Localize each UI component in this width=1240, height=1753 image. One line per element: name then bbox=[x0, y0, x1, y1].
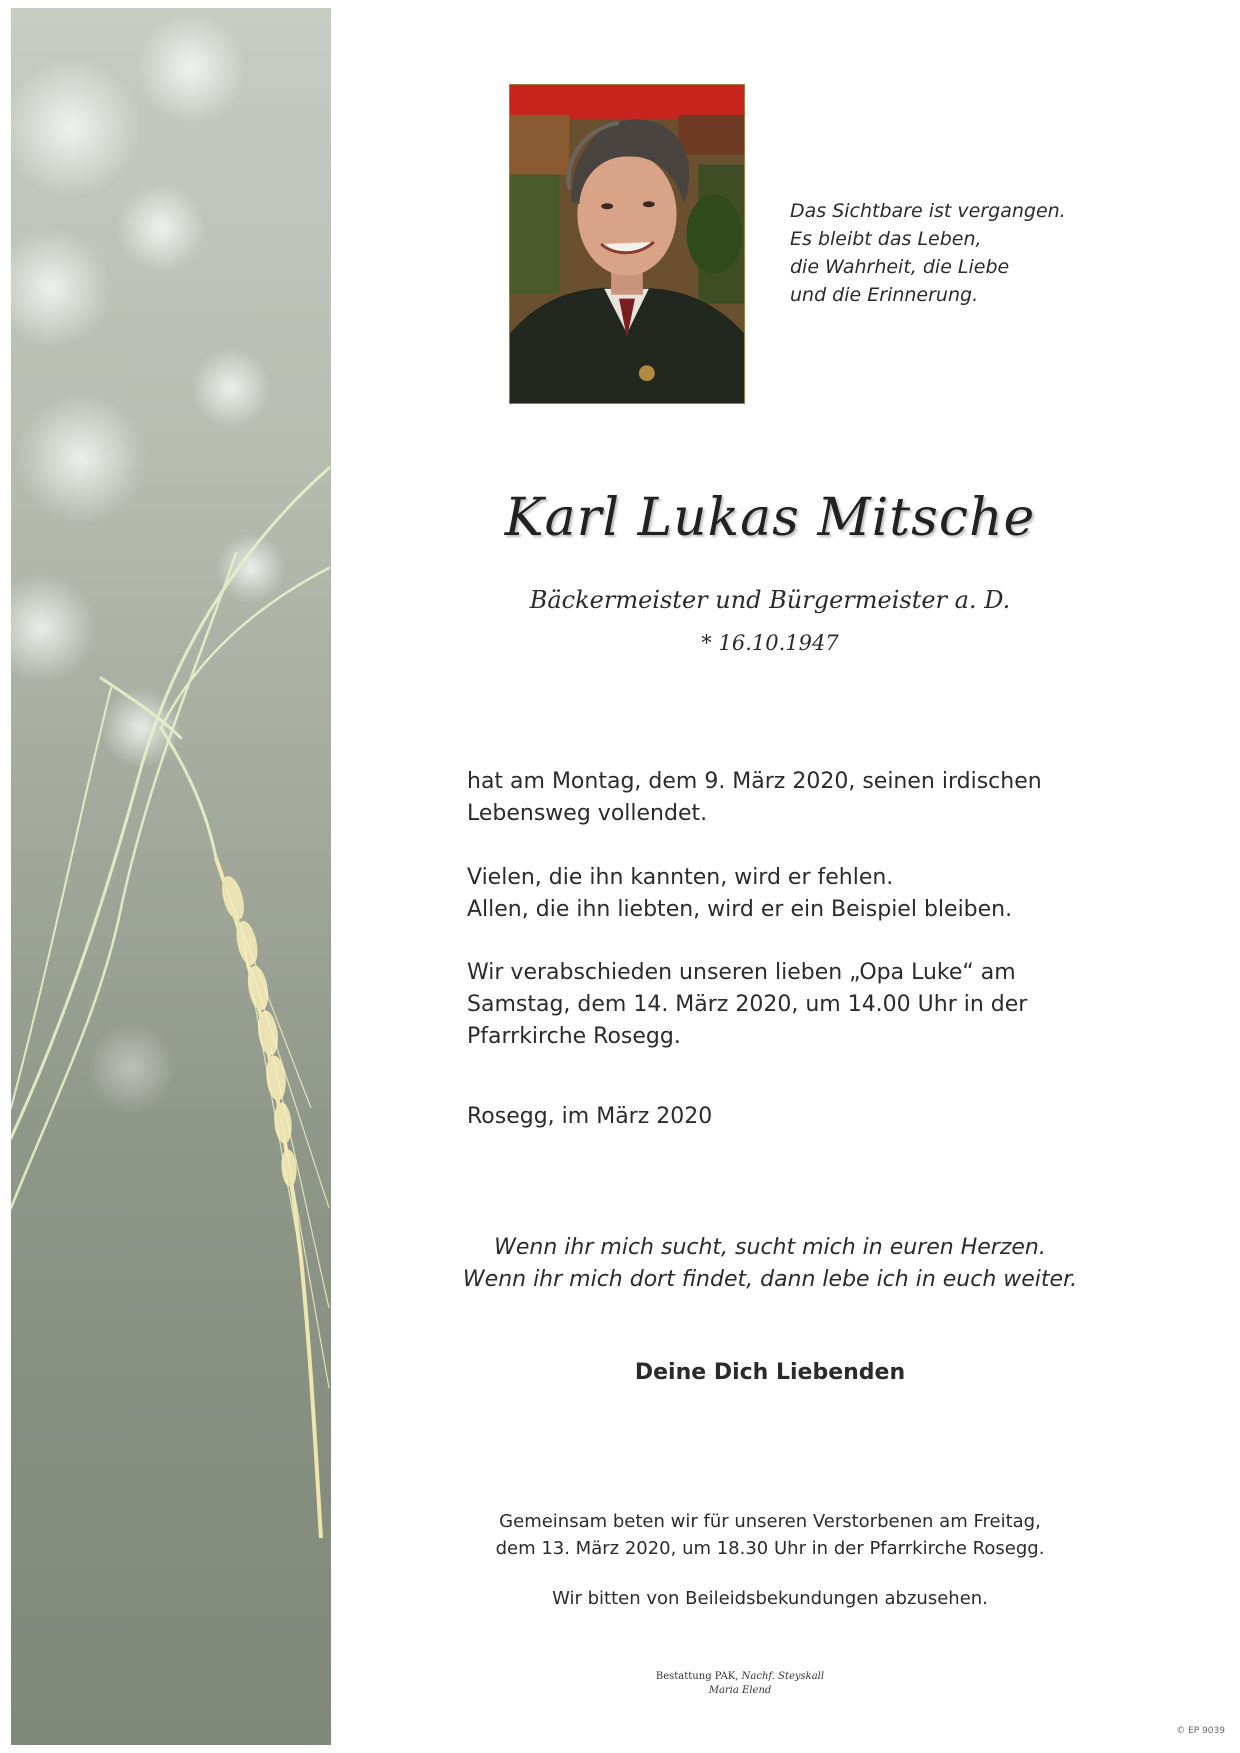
decorative-side-panel bbox=[11, 8, 331, 1745]
top-quote bbox=[790, 197, 1090, 309]
portrait-photo bbox=[509, 84, 745, 404]
deceased-title: Bäckermeister und Bürgermeister a. D. bbox=[529, 586, 1011, 614]
paragraph-line: Lebensweg vollendet. bbox=[467, 801, 708, 826]
top-quote-line: Das Sichtbare ist vergangen. bbox=[790, 200, 1066, 222]
remembrance-paragraph bbox=[467, 862, 1167, 926]
undertaker-name-suffix: Nachf. Steyskall bbox=[741, 1671, 825, 1682]
deceased-name: Karl Lukas Mitsche bbox=[504, 488, 1036, 548]
prayer-notice bbox=[340, 1508, 1200, 1562]
condolence-notice: Wir bitten von Beileidsbekundungen abzusehen. bbox=[552, 1588, 988, 1609]
top-quote-line: die Wahrheit, die Liebe bbox=[790, 256, 1010, 278]
paragraph-line: Vielen, die ihn kannten, wird er fehlen. bbox=[467, 865, 894, 890]
top-quote-line: Es bleibt das Leben, bbox=[790, 228, 982, 250]
funeral-paragraph bbox=[467, 957, 1167, 1053]
bottom-quote bbox=[340, 1232, 1200, 1296]
signoff: Deine Dich Liebenden bbox=[634, 1360, 906, 1385]
paragraph-line: Wir verabschieden unseren lieben „Opa Luke“ am bbox=[467, 960, 1016, 985]
bottom-quote-line: Wenn ihr mich dort findet, dann lebe ich in euch weiter. bbox=[462, 1267, 1078, 1292]
top-quote-line: und die Erinnerung. bbox=[790, 284, 979, 306]
portrait-image bbox=[510, 85, 744, 403]
paragraph-line: Allen, die ihn liebten, wird er ein Beispiel bleiben. bbox=[467, 897, 1013, 922]
wheat-stalk-image bbox=[11, 8, 331, 1745]
undertaker-location: Maria Elend bbox=[708, 1685, 772, 1696]
undertaker-name-prefix: Bestattung PAK, bbox=[655, 1671, 742, 1682]
undertaker-info bbox=[540, 1670, 940, 1698]
paragraph-line: Pfarrkirche Rosegg. bbox=[467, 1024, 681, 1049]
prayer-line: Gemeinsam beten wir für unseren Verstorbenen am Freitag, bbox=[499, 1511, 1041, 1532]
paragraph-line: Samstag, dem 14. März 2020, um 14.00 Uhr in der bbox=[467, 992, 1028, 1017]
prayer-line: dem 13. März 2020, um 18.30 Uhr in der Pfarrkirche Rosegg. bbox=[495, 1538, 1045, 1559]
death-announcement-paragraph bbox=[467, 766, 1167, 830]
paragraph-line: hat am Montag, dem 9. März 2020, seinen irdischen bbox=[467, 769, 1042, 794]
bottom-quote-line: Wenn ihr mich sucht, sucht mich in euren Herzen. bbox=[494, 1235, 1046, 1260]
birth-date: * 16.10.1947 bbox=[701, 631, 839, 655]
place-date-paragraph bbox=[467, 1101, 1167, 1133]
undertaker-name bbox=[540, 1670, 940, 1684]
reference-code: © EP 9039 bbox=[1176, 1726, 1225, 1736]
paragraph-line: Rosegg, im März 2020 bbox=[467, 1104, 713, 1129]
